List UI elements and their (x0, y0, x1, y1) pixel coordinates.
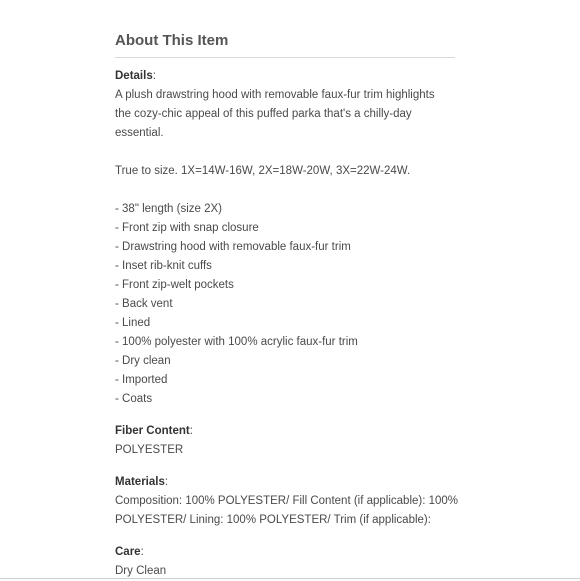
fiber-content-heading (115, 422, 460, 441)
bottom-divider (0, 578, 580, 579)
section-divider (115, 57, 455, 58)
materials-line: POLYESTER/ Lining: 100% POLYESTER/ Trim (if applicable): (115, 514, 431, 526)
feature-item: - 100% polyester with 100% acrylic faux-fur trim (115, 336, 358, 348)
feature-item: - Dry clean (115, 355, 171, 367)
feature-item: - Lined (115, 317, 151, 329)
feature-item: - Front zip with snap closure (115, 222, 259, 234)
size-note: True to size. 1X=14W-16W, 2X=18W-20W, 3X=22W-24W. (115, 165, 411, 177)
details-label: Details (115, 70, 153, 82)
description-line: the cozy-chic appeal of this puffed parka that's a chilly-day (115, 108, 412, 120)
description-line: essential. (115, 127, 164, 139)
care-colon: : (140, 546, 144, 558)
feature-item: - Inset rib-knit cuffs (115, 260, 212, 272)
care-heading (115, 543, 460, 562)
about-this-item-section (115, 30, 460, 581)
materials-colon: : (164, 476, 169, 488)
materials-line: Composition: 100% POLYESTER/ Fill Content (if applicable): 100% (115, 495, 459, 507)
care-label: Care (115, 546, 141, 558)
details-description (115, 86, 460, 143)
feature-item: - Drawstring hood with removable faux-fur trim (115, 241, 351, 253)
details-colon: : (152, 70, 156, 82)
feature-item: - 38" length (size 2X) (115, 203, 222, 215)
fiber-content-label: Fiber Content (115, 425, 190, 437)
feature-item: - Back vent (115, 298, 173, 310)
materials-label: Materials (115, 476, 165, 488)
materials-heading (115, 473, 460, 492)
feature-list (115, 200, 460, 409)
section-title: About This Item (115, 32, 229, 49)
details-heading (115, 67, 460, 86)
feature-item: - Coats (115, 393, 153, 405)
description-line: A plush drawstring hood with removable faux-fur trim highlights (115, 89, 435, 101)
fiber-content-value: POLYESTER (115, 444, 184, 456)
feature-item: - Imported (115, 374, 168, 386)
fiber-content-colon: : (189, 425, 193, 437)
materials-value (115, 492, 460, 530)
feature-item: - Front zip-welt pockets (115, 279, 234, 291)
care-value: Dry Clean (115, 565, 167, 577)
